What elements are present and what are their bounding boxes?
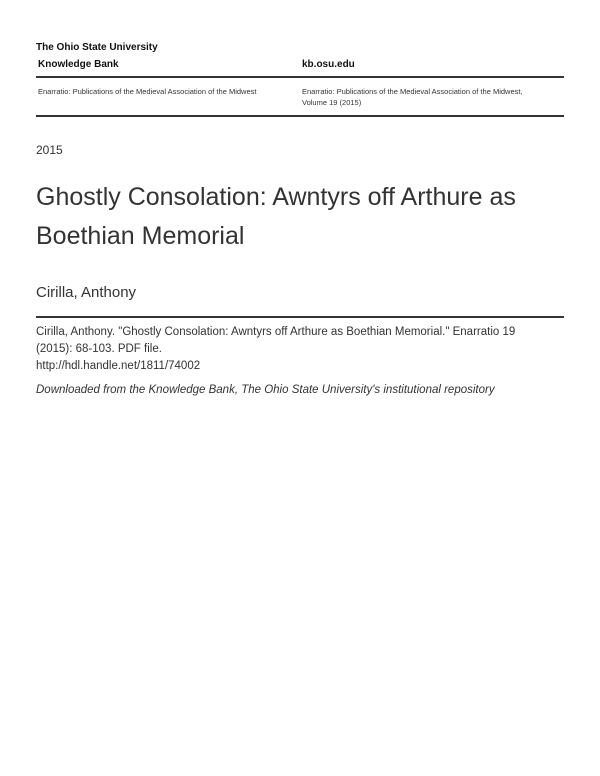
publication-year: 2015 xyxy=(36,143,63,157)
collection-name[interactable]: Enarratio: Publications of the Medieval Association of the Midwest xyxy=(38,87,257,96)
collection-divider xyxy=(36,115,564,117)
header-divider xyxy=(36,76,564,78)
page-title xyxy=(36,178,564,256)
collection-volume-line1: Enarratio: Publications of the Medieval Association of the Midwest, xyxy=(302,87,523,96)
title-line-1: Ghostly Consolation: Awntyrs off Arthure as xyxy=(36,183,516,211)
downloaded-note: Downloaded from the Knowledge Bank, The Ohio State University's institutional repository xyxy=(36,384,495,396)
citation-divider xyxy=(36,316,564,318)
title-line-2: Boethian Memorial xyxy=(36,222,245,250)
handle-link[interactable]: http://hdl.handle.net/1811/74002 xyxy=(36,360,201,372)
citation-line-1: Cirilla, Anthony. "Ghostly Consolation: Awntyrs off Arthure as Boethian Memorial." Enarratio 19 xyxy=(36,326,516,338)
author-name: Cirilla, Anthony xyxy=(36,284,137,301)
citation-block xyxy=(36,324,564,375)
citation-line-2: (2015): 68-103. PDF file. xyxy=(36,343,162,355)
repository-url[interactable]: kb.osu.edu xyxy=(302,59,355,70)
repository-header xyxy=(36,59,564,73)
repository-name: Knowledge Bank xyxy=(38,59,119,70)
institution-name: The Ohio State University xyxy=(36,42,158,53)
collection-volume-line2: Volume 19 (2015) xyxy=(302,98,362,107)
collection-volume[interactable] xyxy=(302,86,564,108)
